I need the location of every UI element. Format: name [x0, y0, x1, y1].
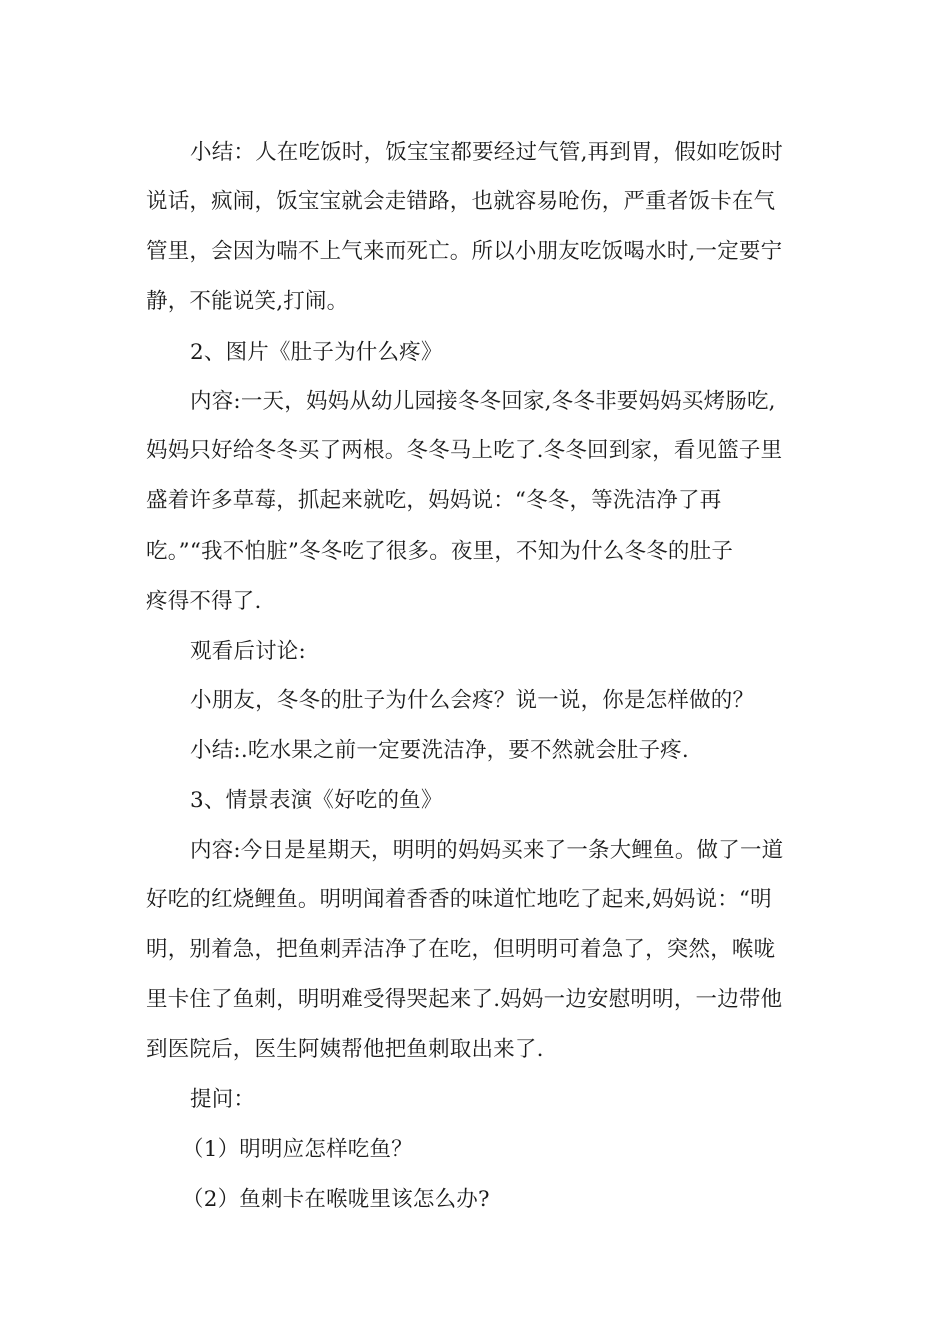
summary-line-1: 小结：人在吃饭时，饭宝宝都要经过气管,再到胃，假如吃饭时: [190, 140, 783, 165]
question-2: （2）鱼刺卡在喉咙里该怎么办?: [182, 1187, 490, 1212]
summary-fruit: 小结:.吃水果之前一定要洗洁净，要不然就会肚子疼.: [190, 738, 689, 763]
content-line-5: 疼得不得了.: [146, 589, 262, 614]
fish-content-line-4: 里卡住了鱼刺，明明难受得哭起来了.妈妈一边安慰明明，一边带他: [146, 987, 783, 1012]
discussion-heading: 观看后讨论:: [190, 639, 306, 664]
content-line-2: 妈妈只好给冬冬买了两根。冬冬马上吃了.冬冬回到家，看见篮子里: [146, 438, 783, 463]
content-line-4: 吃。”“我不怕脏”冬冬吃了很多。夜里，不知为什么冬冬的肚子: [146, 539, 734, 564]
fish-content-line-5: 到医院后，医生阿姨帮他把鱼刺取出来了.: [146, 1037, 544, 1062]
fish-content-line-2: 好吃的红烧鲤鱼。明明闻着香香的味道忙地吃了起来,妈妈说：“明: [146, 887, 772, 912]
discussion-question: 小朋友，冬冬的肚子为什么会疼？说一说，你是怎样做的？: [190, 688, 755, 713]
content-line-3: 盛着许多草莓，抓起来就吃，妈妈说：“冬冬，等洗洁净了再: [146, 488, 722, 513]
section-heading-2: 2、图片《肚子为什么疼》: [190, 340, 443, 365]
question-1: （1）明明应怎样吃鱼？: [182, 1137, 413, 1162]
fish-content-line-3: 明，别着急，把鱼刺弄洁净了在吃，但明明可着急了，突然，喉咙: [146, 937, 776, 962]
section-heading-3: 3、情景表演《好吃的鱼》: [190, 788, 443, 813]
summary-line-4: 静，不能说笑,打闹。: [146, 289, 349, 314]
fish-content-line-1: 内容:今日是星期天，明明的妈妈买来了一条大鲤鱼。做了一道: [190, 838, 784, 863]
summary-line-2: 说话，疯闹，饭宝宝就会走错路，也就容易呛伤，严重者饭卡在气: [146, 189, 776, 214]
content-line-1: 内容:一天，妈妈从幼儿园接冬冬回家,冬冬非要妈妈买烤肠吃,: [190, 389, 776, 414]
questions-heading: 提问：: [190, 1087, 256, 1112]
summary-line-3: 管里，会因为喘不上气来而死亡。所以小朋友吃饭喝水时,一定要宁: [146, 239, 783, 264]
